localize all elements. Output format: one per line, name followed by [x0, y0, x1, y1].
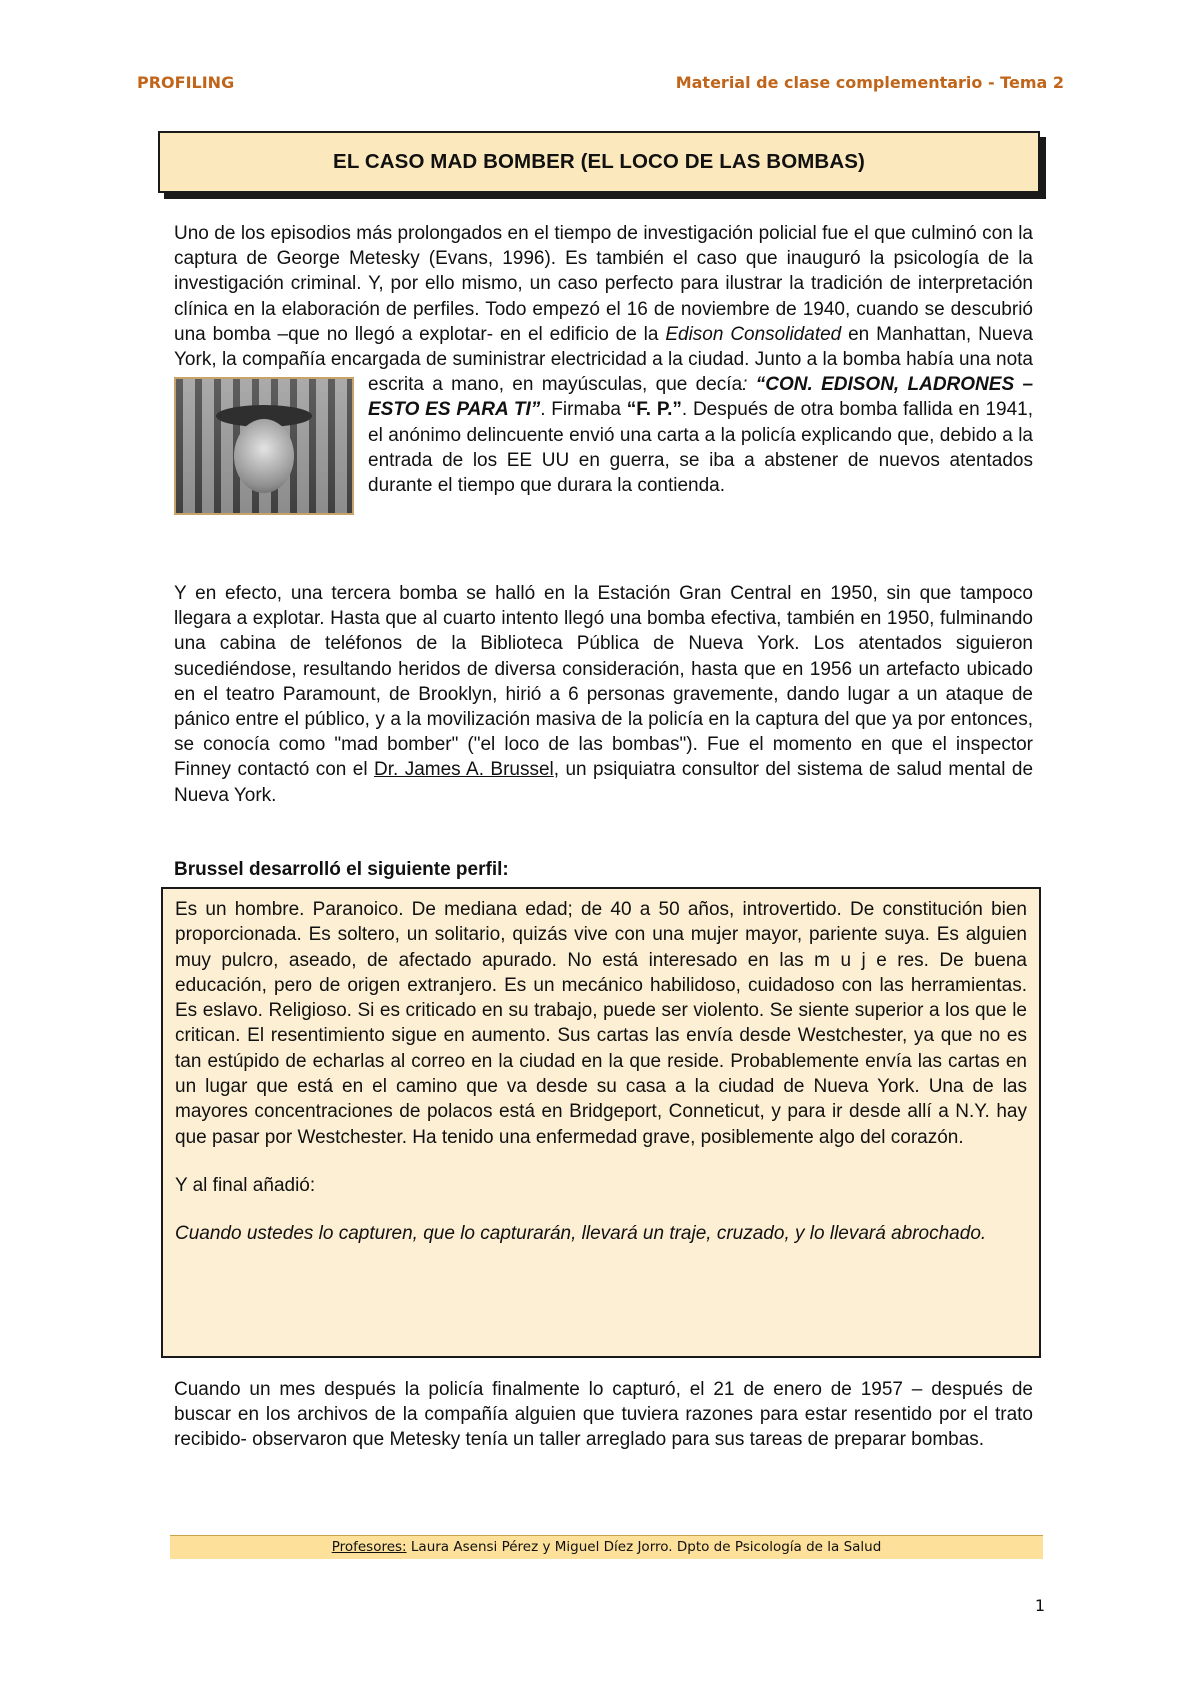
header-left-title: PROFILING [137, 73, 235, 92]
metesky-photo [174, 377, 354, 515]
para2-text-2: , un psiquiatra consultor del sistema de salud mental de Nueva York. [174, 759, 1034, 806]
second-paragraph [174, 581, 1033, 808]
para2-text-1: Y en efecto, una tercera bomba se halló en la Estación Gran Central en 1950, sin que tampoco llegara a explotar. Hasta que al cuarto intento llegó una bomba efectiva, también en 1950, fulminando una cabina de teléfonos de la Biblioteca Pública de Nueva York. Los atentados siguieron sucediéndose, resultando heridos de diversa consideración, hasta que en 1956 un artefacto ubicado en el teatro Paramount, de Brooklyn, hirió a 6 personas gravemente, dando lugar a un ataque de pánico entre el público, y a la movilización masiva de la policía en la captura del que ya por entonces, se conocía como "mad bomber" ("el loco de las bombas"). Fue el momento en que el inspector Finney contactó con el [174, 583, 1033, 781]
edison-name: Edison Consolidated [665, 323, 842, 345]
intro-text-1: Uno de los episodios más prolongados en el tiempo de investigación policial fue el que culminó con la captura de George Metesky (Evans, 1996). Es también el caso que inauguró la psicología de la investigación criminal. Y, por ello mismo, un caso perfecto para ilustrar la tradición de interpretación clínica en la elaboración de perfiles. Todo empezó el 16 de noviembre de 1940, cuando se descubrió una bomba –que no llegó a explotar- en el edificio de la [174, 223, 1033, 345]
note-quote: “CON. EDISON, LADRONES –ESTO ES PARA TI” [368, 374, 1034, 421]
header-right-subtitle: Material de clase complementario - Tema 2 [675, 73, 1064, 92]
footer-text: Laura Asensi Pérez y Miguel Díez Jorro. Dpto de Psicología de la Salud [406, 1539, 882, 1555]
intro-text-3: . Firmaba [540, 399, 627, 421]
profile-quote: Cuando ustedes lo capturen, que lo capturarán, llevará un traje, cruzado, y lo llevará abrochado. [175, 1223, 987, 1245]
intro-text-2: en Manhattan, Nueva York, la compañía encargada de suministrar electricidad a la ciudad. Junto a la bomba había una nota escrita a mano, en mayúsculas, que decía [174, 323, 1033, 396]
title-box [158, 131, 1040, 193]
profile-added: Y al final añadió: [175, 1174, 316, 1196]
footer-label: Profesores: [331, 1539, 407, 1555]
profile-text: Es un hombre. Paranoico. De mediana edad; de 40 a 50 años, introvertido. De constitución bien proporcionada. Es soltero, un solitario, quizás vive con una mujer mayor, pariente suya. Es alguien muy pulcro, aseado, de afectado apurado. No está interesado en las m u j e res. De buena educación, pero de origen extranjero. Es un mecánico habilidoso, cuidadoso con las herramientas. Es eslavo. Religioso. Si es criticado en su trabajo, puede ser violento. Se siente superior a los que le critican. El resentimiento sigue en aumento. Sus cartas las envía desde Westchester, ya que no es tan estúpido de echarlas al correo en la ciudad en la que reside. Probablemente envía las cartas en un lugar que está en el camino que va desde su casa a la ciudad de Nueva York. Una de las mayores concentraciones de polacos está en Bridgeport, Conneticut, y para ir desde allí a N.Y. hay que pasar por Westchester. Ha tenido una enfermedad grave, posiblemente algo del corazón. [175, 899, 1027, 1148]
profile-box [161, 887, 1041, 1358]
page-title: EL CASO MAD BOMBER (EL LOCO DE LAS BOMBAS) [333, 150, 865, 173]
profile-heading: Brussel desarrolló el siguiente perfil: [174, 859, 509, 880]
brussel-link[interactable]: Dr. James A. Brussel [373, 759, 554, 781]
footer-bar [170, 1535, 1043, 1559]
intro-colon: : [742, 374, 748, 396]
page-number: 1 [1034, 1596, 1045, 1615]
intro-text-4: . Después de otra bomba fallida en 1941, el anónimo delincuente envió una carta a la policía explicando que, debido a la entrada de los EE UU en guerra, se iba a abstener de nuevos atentados durante el tiempo que durara la contienda. [368, 399, 1033, 497]
signature: “F. P.” [626, 399, 682, 421]
closing-paragraph: Cuando un mes después la policía finalmente lo capturó, el 21 de enero de 1957 – después de buscar en los archivos de la compañía alguien que tuviera razones para estar resentido por el trato recibido- observaron que Metesky tenía un taller arreglado para sus tareas de preparar bombas. [174, 1379, 1033, 1451]
intro-paragraph [174, 221, 1033, 517]
